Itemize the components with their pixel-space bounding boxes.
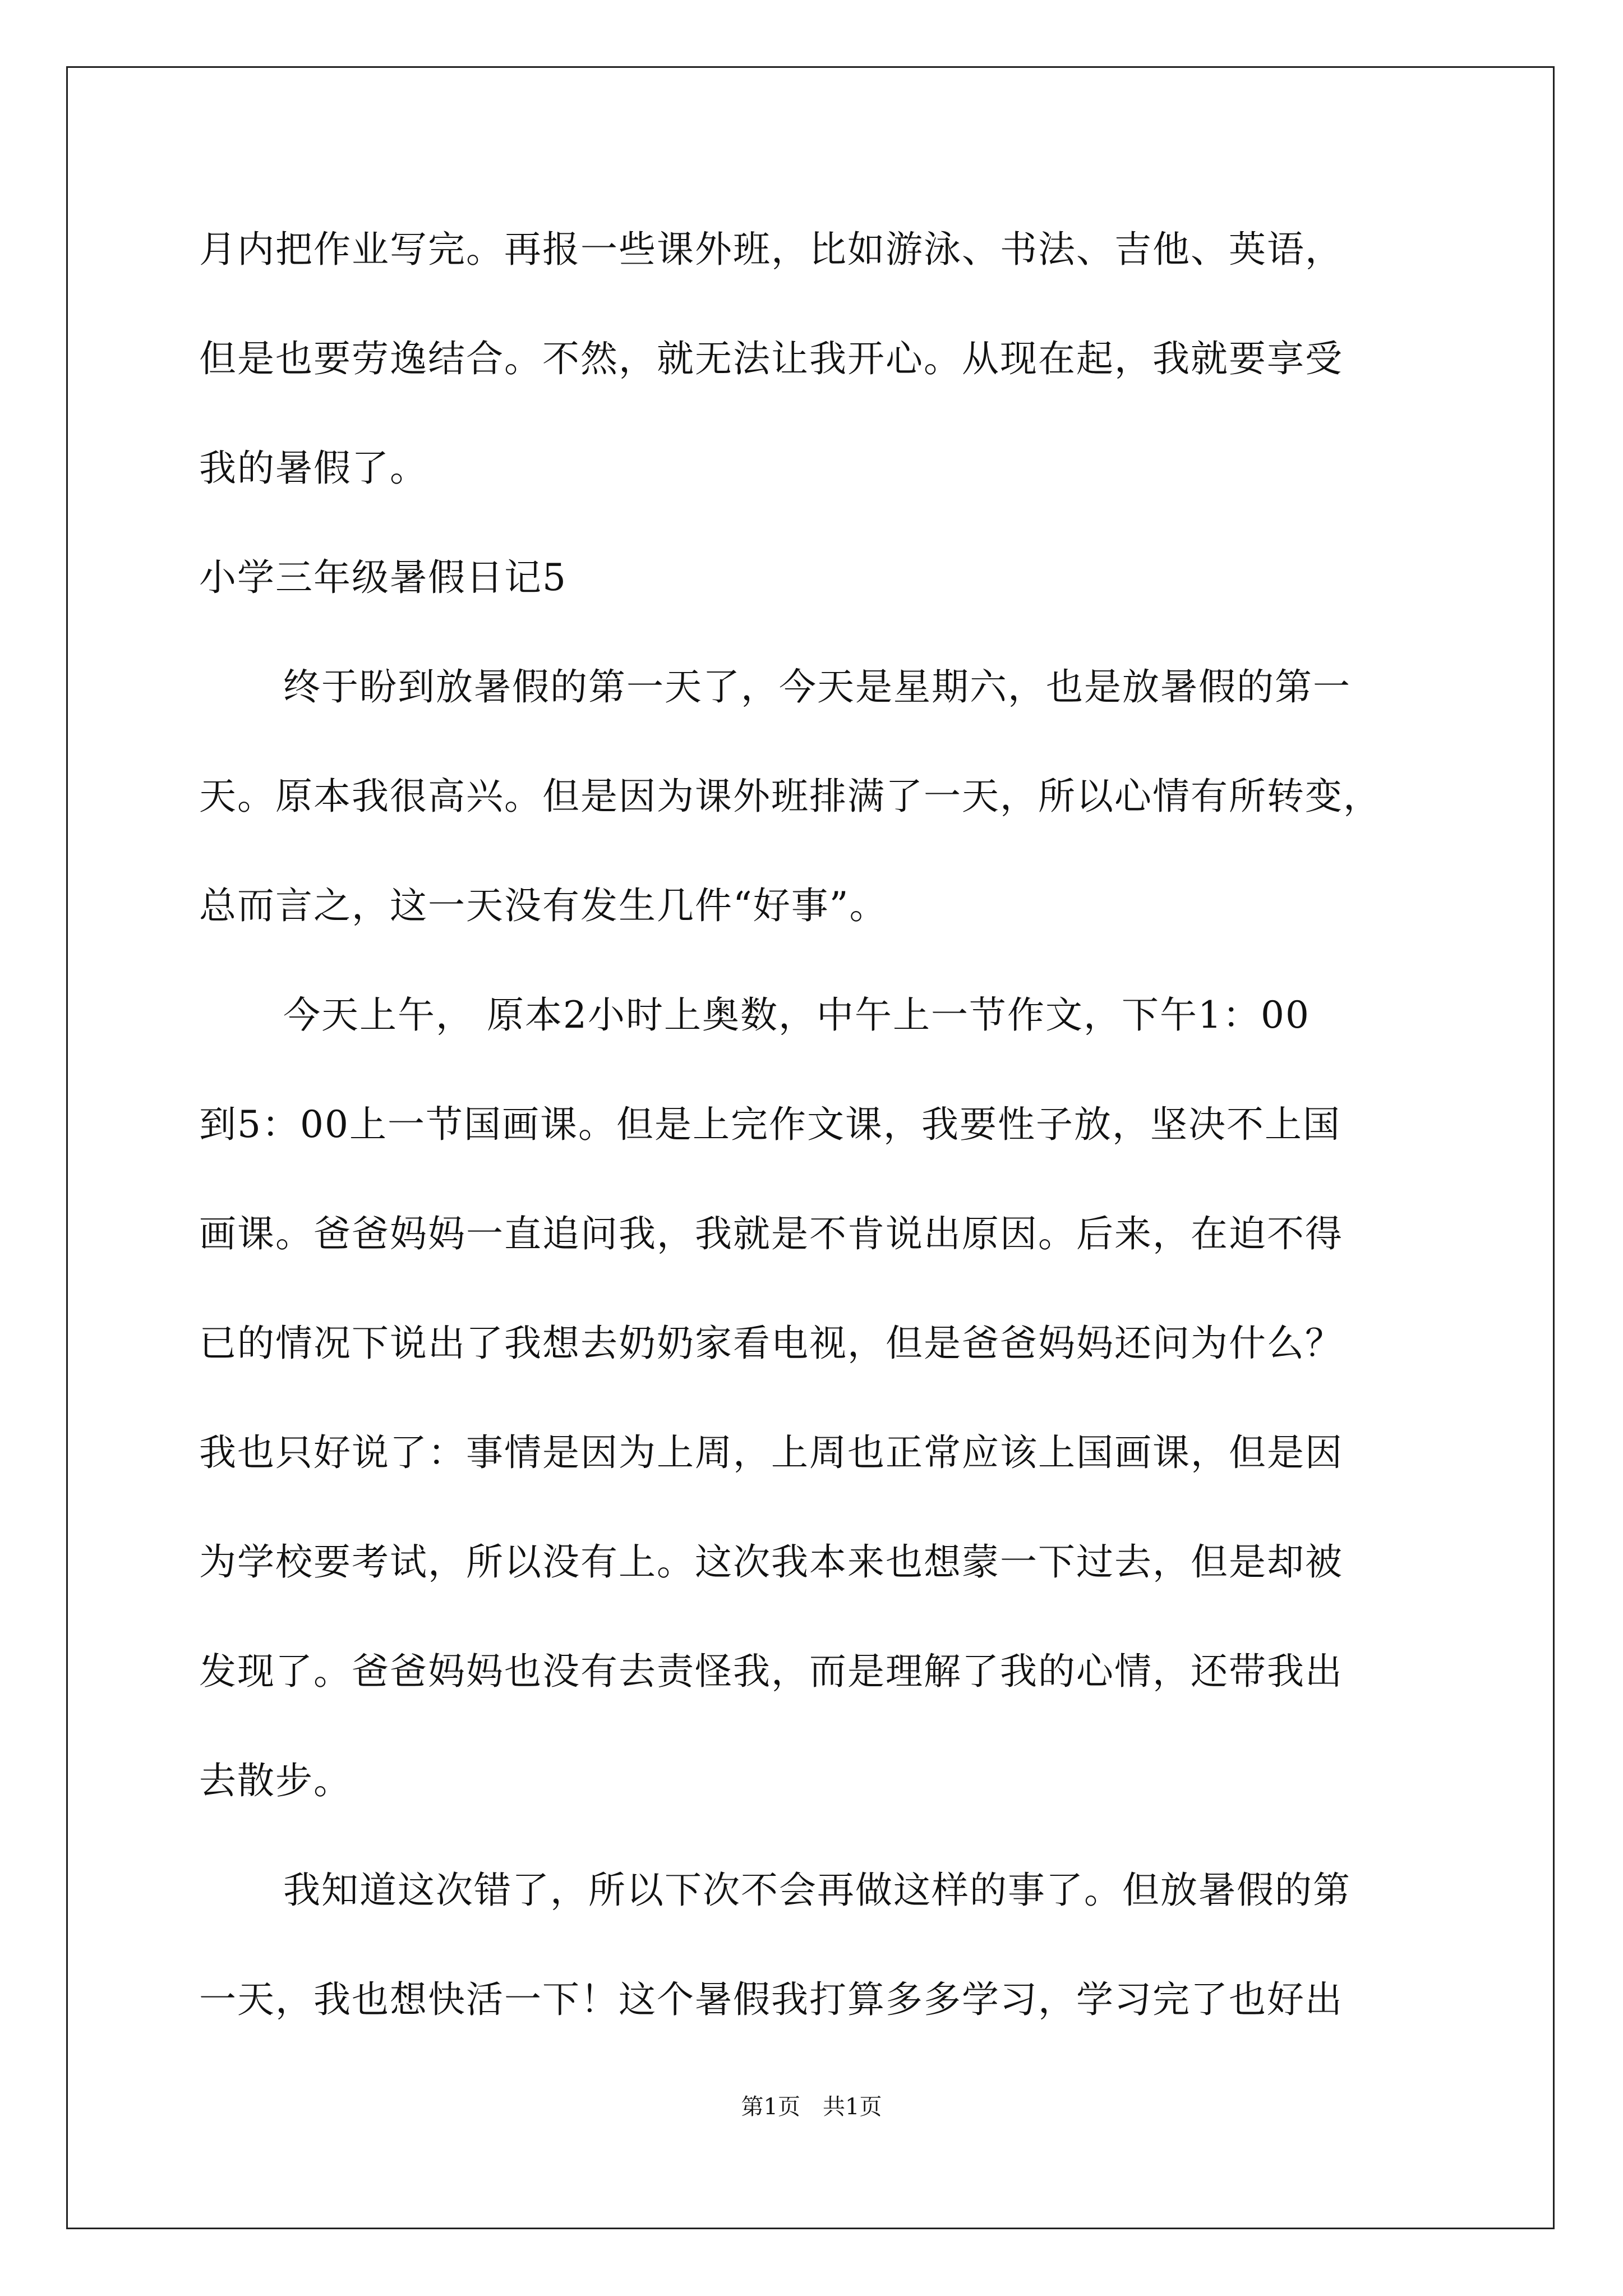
text-line: 天。原本我很高兴。但是因为课外班排满了一天，所以心情有所转变， xyxy=(199,775,1381,818)
text-line: 今天上午， 原本2小时上奥数，中午上一节作文，下午1：00 xyxy=(283,993,1310,1037)
text-line: 我也只好说了：事情是因为上周，上周也正常应该上国画课，但是因 xyxy=(199,1431,1343,1474)
text-line: 但是也要劳逸结合。不然，就无法让我开心。从现在起，我就要享受 xyxy=(199,337,1343,380)
text-line: 我的暑假了。 xyxy=(199,447,428,490)
text-line: 月内把作业写完。再报一些课外班，比如游泳、书法、吉他、英语， xyxy=(199,228,1343,271)
text-line: 我知道这次错了，所以下次不会再做这样的事了。但放暑假的第 xyxy=(283,1869,1351,1912)
text-line: 总而言之，这一天没有发生几件“好事”。 xyxy=(199,884,888,927)
text-line: 为学校要考试，所以没有上。这次我本来也想蒙一下过去，但是却被 xyxy=(199,1540,1343,1584)
page-footer: 第1页 共1页 xyxy=(741,2094,882,2120)
text-line: 到5：00上一节国画课。但是上完作文课，我要性子放，坚决不上国 xyxy=(199,1103,1341,1146)
text-line: 已的情况下说出了我想去奶奶家看电视，但是爸爸妈妈还问为什么？ xyxy=(199,1322,1343,1365)
text-line: 画课。爸爸妈妈一直追问我，我就是不肯说出原因。后来，在迫不得 xyxy=(199,1212,1343,1255)
text-line: 一天，我也想快活一下！这个暑假我打算多多学习，学习完了也好出 xyxy=(199,1978,1343,2021)
text-line: 发现了。爸爸妈妈也没有去责怪我，而是理解了我的心情，还带我出 xyxy=(199,1650,1343,1693)
text-line: 终于盼到放暑假的第一天了，今天是星期六，也是放暑假的第一 xyxy=(283,665,1351,708)
text-line: 去散步。 xyxy=(199,1759,352,1802)
section-heading: 小学三年级暑假日记5 xyxy=(199,556,567,599)
